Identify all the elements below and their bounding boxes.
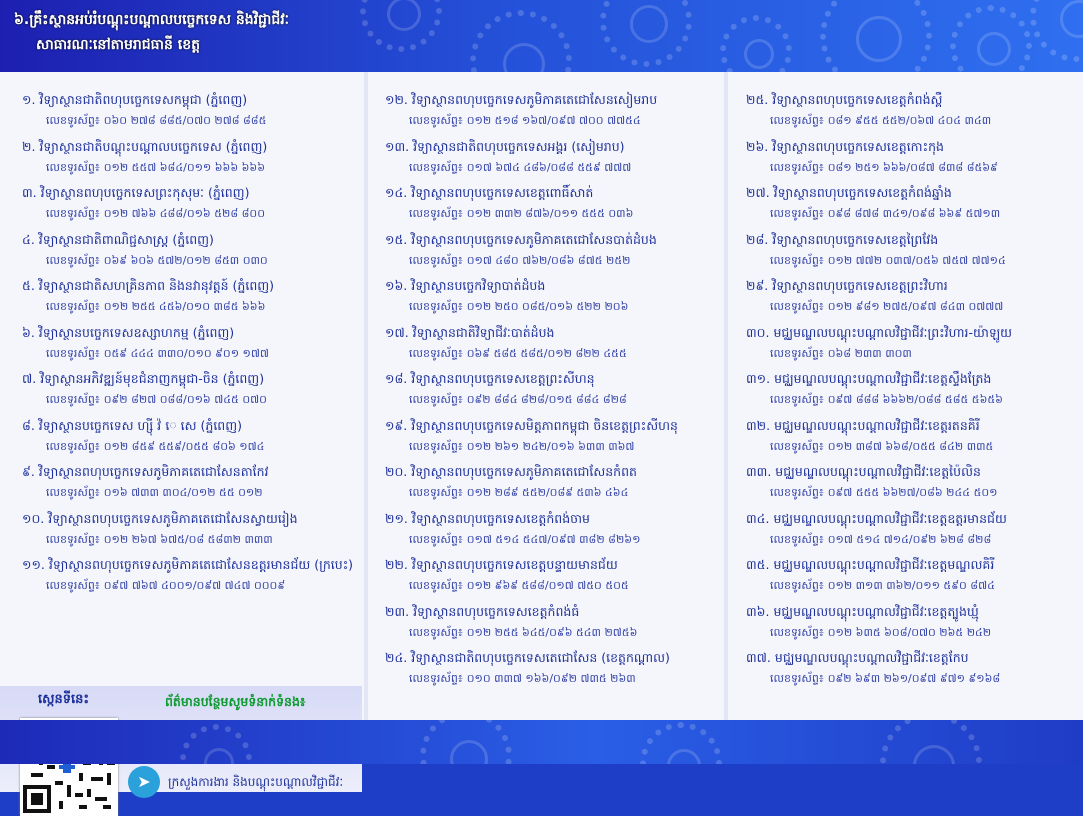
phone-number[interactable]: ០១២ ៣១៣ ៣៦២/០១១ ៥៩០ ៨៧៤	[827, 579, 995, 592]
institute-phone[interactable]	[746, 576, 1076, 596]
phone-label: លេខទូរស័ព្ទ៖	[46, 300, 100, 313]
institute-name: ៩. វិទ្យាស្ថានពហុបច្ចេកទេសភូមិភាគតេជោសែនតាកែវ	[22, 464, 269, 479]
phone-label: លេខទូរស័ព្ទ៖	[770, 160, 824, 174]
institute-phone[interactable]	[385, 437, 719, 457]
institute-name: ៣៣. មជ្ឈមណ្ឌលបណ្តុះបណ្តាលវិជ្ជាជីវៈខេត្តប៉ៃលិន	[746, 464, 981, 479]
institute-entry	[385, 507, 719, 554]
phone-number[interactable]: ០១២ ៦៣៥ ៦០៨/០៧០ ២៦៥ ២៤២	[827, 625, 992, 639]
phone-number[interactable]: ០១០ ៣៣៧ ១៦៦/០៩២ ៧៣៥ ២៦៣	[466, 672, 636, 685]
phone-label: លេខទូរស័ព្ទ៖	[770, 114, 824, 127]
gear-decoration	[180, 724, 252, 764]
institute-phone[interactable]	[385, 204, 719, 224]
institute-phone[interactable]	[22, 483, 358, 503]
phone-label: លេខទូរស័ព្ទ៖	[409, 625, 463, 639]
institute-entry	[746, 274, 1076, 321]
institute-name: ៤. វិទ្យាស្ថានជាតិពាណិជ្ជសាស្ត្រ (ភ្នំពេញ)	[22, 231, 214, 247]
directory-panel	[0, 72, 1083, 791]
scan-label: ស្កេនទីនេះ	[38, 692, 90, 707]
phone-label: លេខទូរស័ព្ទ៖	[46, 393, 100, 406]
phone-label: លេខទូរស័ព្ទ៖	[46, 532, 100, 546]
phone-number[interactable]: ០១២ ៩៦៩ ៥៨៨/០១៧ ៧៥០ ៥០៥	[466, 579, 629, 592]
phone-number[interactable]: ០៨១ ៩៥៥ ៥៥២/០៦៧ ៤០៤ ៣៤៣	[827, 114, 992, 127]
institute-entry	[746, 460, 1076, 507]
institute-name: ២៥. វិទ្យាស្ថានពហុបច្ចេកទេសខេត្តកំពង់ស្ពឺ	[746, 92, 943, 107]
phone-number[interactable]: ០១២ ៥១៨ ១៦៧/០៩៧ ៧០០ ៧៧៥៤	[466, 114, 641, 127]
gear-decoration	[820, 0, 932, 72]
institute-phone[interactable]	[385, 483, 719, 503]
institute-name: ៦. វិទ្យាស្ថានបច្ចេកទេសឧស្សាហកម្ម (ភ្នំពេញ)	[22, 324, 235, 340]
institute-phone[interactable]	[22, 111, 358, 131]
institute-entry	[22, 181, 358, 228]
institute-entry	[746, 646, 1076, 693]
directory-column-3	[746, 88, 1076, 693]
phone-label: លេខទូរស័ព្ទ៖	[46, 207, 100, 220]
institute-name: ២៦. វិទ្យាស្ថានពហុបច្ចេកទេសខេត្តកោះកុង	[746, 138, 944, 154]
institute-phone[interactable]	[22, 297, 358, 317]
institute-name: ២៤. វិទ្យាស្ថានជាតិពហុបច្ចេកទេសតេជោសែន (ខេត្តកណ្តាល)	[385, 650, 670, 665]
phone-label: លេខទូរស័ព្ទ៖	[409, 114, 463, 127]
phone-number[interactable]: ០១៧ ៥១៤ ៥៤៧/០៩៧ ៣៨២ ៨២៦១	[466, 532, 641, 546]
phone-number[interactable]: ០១៧ ៦៧៤ ៤៨៦/០៨៨ ៥៥៩ ៧៧៧	[466, 160, 632, 174]
phone-number[interactable]: ០១២ ២៨៩ ៥៥២/០៨៩ ៥៣៦ ៤៦៤	[466, 486, 629, 499]
institute-entry	[746, 228, 1076, 275]
institute-name: ៣៧. មជ្ឈមណ្ឌលបណ្តុះបណ្តាលវិជ្ជាជីវៈខេត្តកែប	[746, 650, 969, 665]
gear-decoration	[720, 15, 792, 72]
institute-name: ២២. វិទ្យាស្ថានពហុបច្ចេកទេសខេត្តបន្ទាយមានជ័យ	[385, 557, 618, 572]
institute-phone[interactable]	[385, 111, 719, 131]
phone-number[interactable]: ០៩២ ៨៨៤ ៨២៨/០១៥ ៨៨៤ ៨២៨	[466, 393, 627, 406]
phone-label: លេខទូរស័ព្ទ៖	[46, 253, 100, 267]
column-divider	[724, 72, 728, 720]
institute-name: ១០. វិទ្យាស្ថានពហុបច្ចេកទេសភូមិភាគតេជោសែនស្វាយរៀង	[22, 510, 298, 526]
institute-phone[interactable]	[746, 623, 1076, 643]
phone-number[interactable]: ០១២ ៣៣២ ៨៧៦/០១១ ៥៥៥ ០៣៦	[466, 207, 634, 220]
phone-label: លេខទូរស័ព្ទ៖	[770, 207, 824, 220]
gear-decoration	[1030, 0, 1083, 62]
institute-entry	[22, 88, 358, 135]
phone-label: លេខទូរស័ព្ទ៖	[409, 160, 463, 174]
institute-entry	[22, 274, 358, 321]
institute-phone[interactable]	[746, 669, 1076, 689]
phone-label: លេខទូរស័ព្ទ៖	[409, 346, 463, 360]
gear-decoration	[640, 722, 722, 764]
title-line-2: សាធារណៈនៅតាមរាជធានី ខេត្ត	[36, 37, 200, 53]
phone-number[interactable]: ០៩៧ ៨៨៨ ៦៦៦២/០៨៨ ៥៨៥ ៥៦៥៦	[827, 393, 1003, 406]
institute-name: ៣. វិទ្យាស្ថានពហុបច្ចេកទេសព្រះកុសុមៈ (ភ្នំពេញ)	[22, 185, 250, 200]
institute-entry	[746, 135, 1076, 182]
institute-phone[interactable]	[22, 437, 358, 457]
institute-phone[interactable]	[746, 437, 1076, 457]
phone-label: លេខទូរស័ព្ទ៖	[770, 346, 824, 360]
institute-entry	[746, 181, 1076, 228]
institute-phone[interactable]	[746, 251, 1076, 271]
phone-number[interactable]: ០៩៧ ៧៦៧ ៤០០១/០៩៧ ៧៤៧ ០០០៩	[103, 579, 286, 592]
institute-entry	[22, 414, 358, 461]
contact-heading: ព័ត៌មានបន្ថែមសូមទំនាក់ទំនង៖	[165, 694, 306, 709]
institute-entry	[22, 321, 358, 368]
page-title	[14, 8, 289, 58]
institute-phone[interactable]	[22, 390, 358, 410]
institute-phone[interactable]	[746, 297, 1076, 317]
institute-entry	[22, 460, 358, 507]
phone-number[interactable]: ០១២ ៧៧២ ០៣៧/០៥៦ ៧៥៧ ៧៧១៤	[827, 253, 1006, 267]
institute-phone[interactable]	[385, 576, 719, 596]
phone-label: លេខទូរស័ព្ទ៖	[409, 300, 463, 313]
institute-name: ១៨. វិទ្យាស្ថានពហុបច្ចេកទេសខេត្តព្រះសីហនុ	[385, 371, 595, 386]
institute-name: ២០. វិទ្យាស្ថានពហុបច្ចេកទេសភូមិភាគតេជោសែនកំពត	[385, 464, 637, 479]
institute-phone[interactable]	[746, 483, 1076, 503]
phone-label: លេខទូរស័ព្ទ៖	[770, 532, 824, 546]
institute-entry	[22, 367, 358, 414]
phone-number[interactable]: ០១២ ២៥០ ០៨៥/០១៦ ៥២២ ២០៦	[466, 300, 629, 313]
institute-phone[interactable]	[22, 344, 358, 364]
phone-label: លេខទូរស័ព្ទ៖	[46, 439, 100, 453]
phone-number[interactable]: ០៦៨ ២៣៣ ៣០៣	[827, 346, 912, 360]
institute-phone[interactable]	[22, 204, 358, 224]
institute-name: ២. វិទ្យាស្ថានជាតិបណ្តុះបណ្តាលបច្ចេកទេស (ភ្នំពេញ)	[22, 138, 268, 154]
phone-number[interactable]: ០១២ ៥៥៧ ៦៨៤/០១១ ៦៦៦ ៦៦៦	[103, 160, 265, 174]
phone-label: លេខទូរស័ព្ទ៖	[409, 207, 463, 220]
phone-number[interactable]: ០១២ ២៥៥ ៦៤៥/០៩៦ ៥៤៣ ២៧៥៦	[466, 625, 638, 639]
institute-phone[interactable]	[385, 390, 719, 410]
gear-decoration	[360, 0, 442, 52]
phone-label: លេខទូរស័ព្ទ៖	[409, 579, 463, 592]
institute-phone[interactable]	[746, 204, 1076, 224]
institute-phone[interactable]	[385, 158, 719, 178]
institute-name: ១៥. វិទ្យាស្ថានពហុបច្ចេកទេសភូមិភាគតេជោសែនបាត់ដំបង	[385, 231, 657, 247]
telegram-channel-name[interactable]: ក្រសួងការងារ និងបណ្តុះបណ្តាលវិជ្ជាជីវៈ	[168, 775, 344, 789]
gear-decoration	[880, 720, 982, 764]
institute-phone[interactable]	[385, 669, 719, 689]
gear-decoration	[420, 720, 512, 764]
phone-label: លេខទូរស័ព្ទ៖	[46, 579, 100, 592]
phone-label: លេខទូរស័ព្ទ៖	[409, 253, 463, 267]
institute-name: ១៧. វិទ្យាស្ថានជាតិវិទ្យាជីវៈបាត់ដំបង	[385, 324, 555, 340]
institute-name: ២១. វិទ្យាស្ថានពហុបច្ចេកទេសខេត្តកំពង់ចាម	[385, 510, 590, 526]
phone-number[interactable]: ០១៧ ៤៨០ ៧៦២/០៨៦ ៨៧៥ ២៥២	[466, 253, 631, 267]
phone-number[interactable]: ០៩២ ៨២៧ ០៨៨/០១៦ ៧៤៥ ០៧០	[103, 393, 267, 406]
institute-entry	[22, 507, 358, 554]
institute-entry	[746, 414, 1076, 461]
phone-label: លេខទូរស័ព្ទ៖	[46, 346, 100, 360]
phone-number[interactable]: ០៨១ ២៥១ ៦៦៦/០៨៧ ៨៣៨ ៨៥៦៩	[827, 160, 998, 174]
institute-phone[interactable]	[385, 344, 719, 364]
institute-entry	[746, 367, 1076, 414]
phone-label: លេខទូរស័ព្ទ៖	[409, 393, 463, 406]
institute-phone[interactable]	[385, 623, 719, 643]
institute-entry	[746, 507, 1076, 554]
phone-number[interactable]: ០១៦ ៧៣៣ ៣០៤/០១២ ៥៥ ០១២	[103, 486, 263, 499]
institute-name: ១៦. វិទ្យាស្ថានបច្ចេកវិទ្យាបាត់ដំបង	[385, 278, 546, 293]
institute-entry	[385, 135, 719, 182]
phone-label: លេខទូរស័ព្ទ៖	[770, 253, 824, 267]
footer-banner	[0, 720, 1083, 764]
phone-number[interactable]: ០៩២ ៦៩៣ ២៦១/០៩៧ ៩៧១ ៩១៦៨	[827, 672, 1001, 685]
title-line-1: ៦.គ្រឹះស្ថានអប់រំបណ្តុះបណ្តាលបច្ចេកទេស និងវិជ្ជាជីវៈ	[14, 12, 289, 28]
institute-entry	[22, 228, 358, 275]
institute-name: ៥. វិទ្យាស្ថានជាតិសហគ្រិនភាព និងនវានុវត្តន៍ (ភ្នំពេញ)	[22, 278, 275, 293]
column-divider	[364, 72, 368, 720]
phone-label: លេខទូរស័ព្ទ៖	[770, 672, 824, 685]
phone-number[interactable]: ០១២ ៣៨៧ ៦៦៨/០៥៥ ៨៤២ ៣៣៥	[827, 439, 994, 453]
phone-label: លេខទូរស័ព្ទ៖	[409, 439, 463, 453]
institute-phone[interactable]	[746, 344, 1076, 364]
institute-phone[interactable]	[22, 530, 358, 550]
phone-number[interactable]: ០១២ ៧៦៦ ៤៨៨/០១៦ ៥២៨ ៨០០	[103, 207, 265, 220]
institute-name: ៣០. មជ្ឈមណ្ឌលបណ្តុះបណ្តាលវិជ្ជាជីវៈព្រះវិហារ-យ៉ាឡូយ	[746, 324, 1013, 340]
phone-number[interactable]: ០៦៩ ៥៨៥ ៥៨៥/០១២ ៨២២ ៤៥៥	[466, 346, 627, 360]
phone-label: លេខទូរស័ព្ទ៖	[770, 625, 824, 639]
phone-label: លេខទូរស័ព្ទ៖	[46, 160, 100, 174]
institute-name: ១២. វិទ្យាស្ថានពហុបច្ចេកទេសភូមិភាគតេជោសែនសៀមរាប	[385, 92, 658, 107]
gear-decoration	[600, 0, 692, 67]
institute-entry	[746, 321, 1076, 368]
institute-name: ២៩. វិទ្យាស្ថានពហុបច្ចេកទេសខេត្តព្រះវិហារ	[746, 278, 948, 293]
institute-phone[interactable]	[746, 390, 1076, 410]
phone-number[interactable]: ០១២ ២៦១ ២៤២/០១៦ ៦៣៣ ៣៦៧	[466, 439, 635, 453]
phone-number[interactable]: ០៩៨ ៨៧៨ ៣៤១/០៩៨ ៦៦៩ ៥៧១៣	[827, 207, 1001, 220]
phone-label: លេខទូរស័ព្ទ៖	[770, 439, 824, 453]
institute-entry	[22, 135, 358, 182]
institute-phone[interactable]	[22, 251, 358, 271]
phone-number[interactable]: ០១២ ៨៥៩ ៥៥៩/០៥៥ ៨០៦ ១៧៤	[103, 439, 265, 453]
institute-entry	[385, 367, 719, 414]
institute-name: ១. វិទ្យាស្ថានជាតិពហុបច្ចេកទេសកម្ពុជា (ភ្នំពេញ)	[22, 92, 248, 107]
directory-column-1	[22, 88, 358, 600]
institute-name: ៣៤. មជ្ឈមណ្ឌលបណ្តុះបណ្តាលវិជ្ជាជីវៈខេត្តឧត្តរមានជ័យ	[746, 510, 1007, 526]
institute-phone[interactable]	[746, 530, 1076, 550]
institute-name: ៨. វិទ្យាស្ថានបច្ចេកទេស ហ្ស៊ី វ៉ េ សេ (ភ្នំពេញ)	[22, 417, 242, 433]
phone-number[interactable]: ០១២ ២៦៧ ៦៧៥/០៨ ៥៨៣២ ៣៣៣	[103, 532, 273, 546]
phone-number[interactable]: ០៦៩ ៦០៦ ៥៧២/០១២ ៨៥៣ ០៣០	[103, 253, 268, 267]
directory-column-2	[385, 88, 719, 693]
institute-name: ២៨. វិទ្យាស្ថានពហុបច្ចេកទេសខេត្តព្រៃវែង	[746, 231, 939, 247]
telegram-icon[interactable]: ➤	[128, 766, 160, 798]
institute-entry	[385, 460, 719, 507]
institute-phone[interactable]	[746, 111, 1076, 131]
institute-entry	[385, 553, 719, 600]
header-banner	[0, 0, 1083, 72]
institute-entry	[746, 600, 1076, 647]
phone-number[interactable]: ០៩៧ ៥៥៥ ៦៦២៧/០៨៦ ២៤៤ ៥០១	[827, 486, 998, 499]
phone-label: លេខទូរស័ព្ទ៖	[409, 532, 463, 546]
gear-decoration	[950, 5, 1032, 72]
institute-phone[interactable]	[385, 251, 719, 271]
phone-number[interactable]: ០៦០ ២៧៨ ៨៨៥/០៧០ ២៧៨ ៨៨៥	[103, 114, 267, 127]
institute-name: ១៩. វិទ្យាស្ថានពហុបច្ចេកទេសមិត្តភាពកម្ពុជា ចិនខេត្តព្រះសីហនុ	[385, 417, 678, 433]
institute-entry	[746, 553, 1076, 600]
institute-name: ៣៥. មជ្ឈមណ្ឌលបណ្តុះបណ្តាលវិជ្ជាជីវៈខេត្តមណ្ឌលគិរី	[746, 557, 995, 572]
institute-entry	[746, 88, 1076, 135]
phone-label: លេខទូរស័ព្ទ៖	[409, 672, 463, 685]
institute-phone[interactable]	[22, 576, 358, 596]
phone-label: លេខទូរស័ព្ទ៖	[770, 579, 824, 592]
institute-phone[interactable]	[385, 530, 719, 550]
institute-phone[interactable]	[22, 158, 358, 178]
phone-number[interactable]: ០១៧ ៥១៤ ៧១៤/០៩២ ៦២៨ ៨២៨	[827, 532, 992, 546]
institute-name: ៣៦. មជ្ឈមណ្ឌលបណ្តុះបណ្តាលវិជ្ជាជីវៈខេត្តត្បូងឃ្មុំ	[746, 603, 979, 619]
institute-name: ៧. វិទ្យាស្ថានអភិវឌ្ឍន៍មុខជំនាញកម្ពុជា-ចិន (ភ្នំពេញ)	[22, 371, 265, 386]
phone-label: លេខទូរស័ព្ទ៖	[46, 114, 100, 127]
institute-name: ៣២. មជ្ឈមណ្ឌលបណ្តុះបណ្តាលវិជ្ជាជីវៈខេត្តរតនគិរី	[746, 417, 980, 433]
phone-label: លេខទូរស័ព្ទ៖	[770, 393, 824, 406]
institute-entry	[385, 600, 719, 647]
phone-number[interactable]: ០៥៩ ៤៤៤ ៣៣០/០១០ ៩០១ ១៧៧	[103, 346, 269, 360]
institute-phone[interactable]	[385, 297, 719, 317]
institute-name: ១១. វិទ្យាស្ថានពហុបច្ចេកទេសភូមិភាគតេជោសែនឧត្តរមានជ័យ (ក្របេះ)	[22, 557, 354, 572]
phone-label: លេខទូរស័ព្ទ៖	[46, 486, 100, 499]
phone-label: លេខទូរស័ព្ទ៖	[770, 486, 824, 499]
institute-phone[interactable]	[746, 158, 1076, 178]
phone-number[interactable]: ០១២ ២៥៥ ៤៥៦/០១០ ៣៨៥ ៦៦៦	[103, 300, 266, 313]
institute-entry	[385, 181, 719, 228]
gear-decoration	[470, 10, 572, 72]
institute-entry	[22, 553, 358, 600]
phone-label: លេខទូរស័ព្ទ៖	[409, 486, 463, 499]
institute-entry	[385, 88, 719, 135]
phone-label: លេខទូរស័ព្ទ៖	[770, 300, 824, 313]
institute-entry	[385, 646, 719, 693]
institute-entry	[385, 321, 719, 368]
institute-name: ២៣. វិទ្យាស្ថានពហុបច្ចេកទេសខេត្តកំពង់ធំ	[385, 603, 580, 619]
institute-name: ២៧. វិទ្យាស្ថានពហុបច្ចេកទេសខេត្តកំពង់ឆ្នាំង	[746, 185, 952, 200]
institute-name: ១៤. វិទ្យាស្ថានពហុបច្ចេកទេសខេត្តពោធិ៍សាត់	[385, 185, 594, 200]
institute-name: ៣១. មជ្ឈមណ្ឌលបណ្តុះបណ្តាលវិជ្ជាជីវៈខេត្តស្ទឹងត្រែង	[746, 371, 992, 386]
institute-name: ១៣. វិទ្យាស្ថានជាតិពហុបច្ចេកទេសអង្គរ (សៀមរាប)	[385, 138, 625, 154]
institute-entry	[385, 414, 719, 461]
phone-number[interactable]: ០១២ ៩៨១ ២៧៥/០៩៧ ៨៤៣ ០៧៧៧	[827, 300, 1004, 313]
institute-entry	[385, 228, 719, 275]
institute-entry	[385, 274, 719, 321]
